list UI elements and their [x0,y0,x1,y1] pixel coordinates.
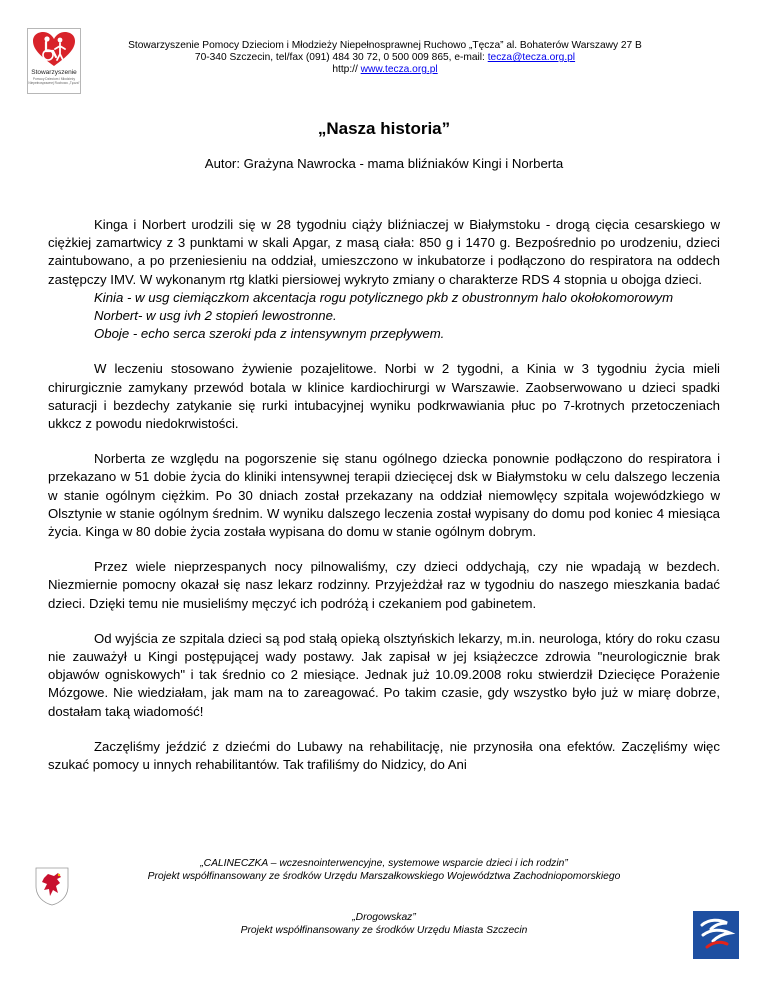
letterhead-line-3 [86,64,684,76]
footer-calineczka [0,857,768,883]
logo-subtitle: Pomocy Dzieciom i Młodzieży Niepełnosprawnej Ruchowo „Tęcza” [28,77,80,85]
heart-wheelchair-icon [32,32,76,68]
paragraph-6: Zaczęliśmy jeździć z dziećmi do Lubawy na rehabilitację, nie przynosiła ona efektów. Zaczęliśmy więc szukać pomocy u innych rehabilitantów. Tak trafiliśmy do Nidzicy, do Ani [48,738,720,773]
author-line: Autor: Grażyna Nawrocka - mama bliźniaków Kingi i Norberta [204,156,564,171]
footer-project-funding-2: Projekt współfinansowany ze środków Urzędu Miasta Szczecin [240,925,528,936]
contact-phones: 70-340 Szczecin, tel/fax (091) 484 30 72, 0 500 009 865, e-mail: [194,52,488,63]
footer-project-name: „CALINECZKA – wczesnointerwencyjne, systemowe wsparcie dzieci i ich rodzin” [200,858,568,869]
diagnosis-both: Oboje - echo serca szeroki pda z intensywnym przepływem. [94,326,445,342]
letterhead-line-1: Stowarzyszenie Pomocy Dzieciom i Młodzieży Niepełnosprawnej Ruchowo „Tęcza” al. Bohaterów Warszawy 27 B [128,40,642,51]
organization-logo [27,28,81,94]
footer-drogowskaz [0,911,768,937]
szczecin-city-logo-icon [693,911,739,959]
paragraph-2: W leczeniu stosowano żywienie pozajelitowe. Norbi w 2 tygodni, a Kinia w 3 tygodniu życia mieli chirurgicznie zamykany przewód botala w klinice kardiochirurgi w Warszawie. Zaobserwowano u dzieci spadki saturacji i bezdechy zatykanie się rurki intubacyjnej wyniku podkrwawiania płuc po 7-krotnych przetoczeniach ukkcz z powodu niedokrwistości. [48,361,720,432]
diagnosis-kinia: Kinia - w usg ciemiączkom akcentacja rogu potylicznego pkb z obustronnym halo okołokomorowym [94,289,674,305]
footer-project-name-2: „Drogowskaz” [352,912,416,923]
diagnosis-norbert: Norbert- w usg ivh 2 stopień lewostronne. [94,308,337,324]
letterhead-line-2 [86,52,684,64]
page-title: „Nasza historia” [317,119,451,138]
website-prefix: http:// [332,64,361,75]
footer-project-funding: Projekt współfinansowany ze środków Urzędu Marszałkowskiego Województwa Zachodniopomorskiego [147,871,621,882]
letterhead [86,40,684,76]
article-body [48,216,720,791]
logo-name: Stowarzyszenie [31,69,77,76]
email-link[interactable]: tecza@tecza.org.pl [487,52,576,63]
website-link[interactable]: www.tecza.org.pl [360,64,438,75]
paragraph-4: Przez wiele nieprzespanych nocy pilnowaliśmy, czy dzieci oddychają, czy nie wpadają w bezdech. Niezmiernie pomocny okazał się nasz lekarz rodzinny. Przyjeżdżał raz w tygodniu do naszego mieszkania badać dzieci. Dzięki temu nie musieliśmy męczyć ich podróżą i czekaniem pod gabinetem. [48,559,720,611]
paragraph-1: Kinga i Norbert urodzili się w 28 tygodniu ciąży bliźniaczej w Białymstoku - drogą cięcia cesarskiego w ciężkiej zamartwicy z 3 punktami w skali Apgar, z masą ciała: 850 g i 1470 g. Bezpośrednio po urodzeniu, dzieci zaintubowano, a po przeniesieniu na oddział, umieszczono w inkubatorze i podłączono do respiratora na oddech zastępczy IMV. W wykonanym rtg klatki piersiowej wykryto zmiany o charakterze RDS 4 stopnia u obojga dzieci. [48,217,720,287]
paragraph-3: Norberta ze względu na pogorszenie się stanu ogólnego dziecka ponownie podłączono do respiratora i przekazano w 51 dobie życia do kliniki intensywnej terapii dziecięcej dsk w Białymstoku w celu dalszego leczenia w stanie ogólnym ciężkim. Po 30 dniach został przekazany na oddział niemowlęcy szpitala wojewódzkiego w Olsztynie w stanie ogólnym średnim. W wyniku dalszego leczenia został wypisany do domu pod koniec 4 miesiąca życia. Kinga w 80 dobie życia została wypisana do domu w stanie ogólnym dobrym. [48,451,720,540]
paragraph-5: Od wyjścia ze szpitala dzieci są pod stałą opieką olsztyńskich lekarzy, m.in. neurologa, który do roku czasu nie zauważył u Kingi postępującej wady postawy. Jak zapisał w jej książeczce zdrowia "neurologicznie brak objawów ogniskowych" i tak średnio co 2 miesiące. Jednak już 10.09.2008 roku stwierdził Dziecięce Porażenie Mózgowe. Nie wiedziałam, jak mam na to zareagować. Po takim czasie, gdy wszystko było już w miarę dobrze, dostałam taką wiadomość! [48,630,720,719]
